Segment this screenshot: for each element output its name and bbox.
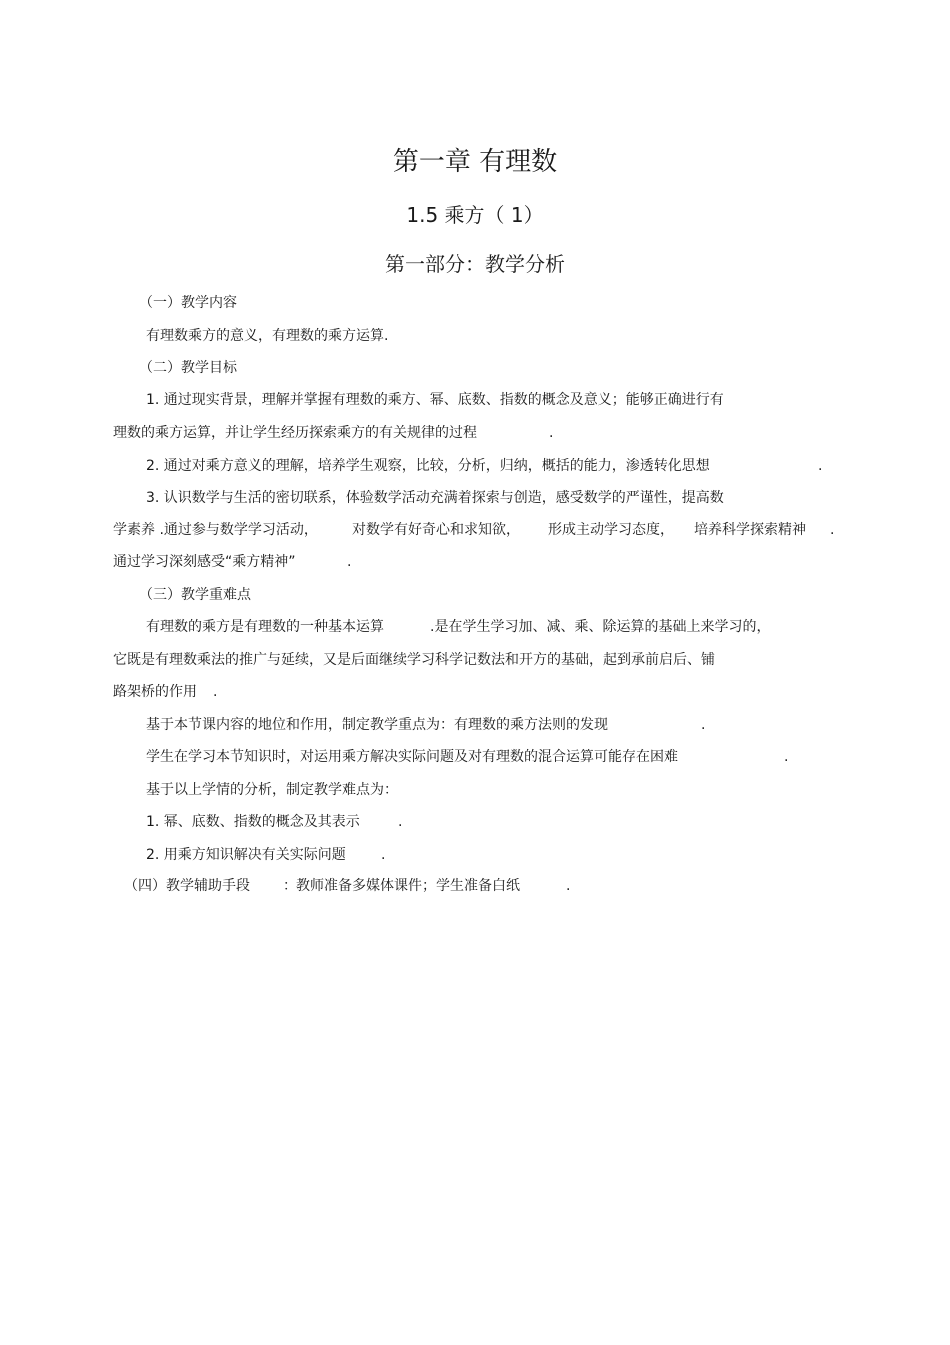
difficulty-intro: 基于以上学情的分析，制定教学难点为：: [146, 782, 398, 798]
learning-difficulty-period: .: [784, 749, 789, 765]
key-line-2: 它既是有理数乘法的推广与延续，又是后面继续学习科学记数法和开方的基础，起到承前启后、铺: [113, 652, 715, 668]
goal-3-line-3: 通过学习深刻感受“乘方精神”: [113, 554, 296, 570]
goal-1-line-2: 理数的乘方运算，并让学生经历探索乘方的有关规律的过程: [113, 425, 477, 441]
goal-3-line-3-period: .: [347, 554, 352, 570]
key-line-1-part-1: 有理数的乘方是有理数的一种基本运算: [146, 619, 384, 635]
teaching-focus-period: .: [701, 717, 706, 733]
goal-1-period: .: [549, 425, 554, 441]
teaching-aids-text: 教师准备多媒体课件；学生准备白纸: [296, 878, 520, 894]
goal-3-line-2-part-2: 对数学有好奇心和求知欲，: [352, 522, 520, 538]
heading-teaching-goals: （二）教学目标: [139, 360, 237, 376]
heading-key-points: （三）教学重难点: [139, 587, 251, 603]
goal-1-line-1: 1. 通过现实背景，理解并掌握有理数的乘方、幂、底数、指数的概念及意义；能够正确进行有: [146, 392, 724, 408]
difficulty-1-period: .: [398, 814, 403, 830]
key-line-1-part-2: .是在学生学习加、减、乘、除运算的基础上来学习的，: [430, 619, 771, 635]
key-line-3-period: .: [213, 684, 218, 700]
part-title: 第一部分：教学分析: [385, 252, 565, 276]
difficulty-2-period: .: [381, 847, 386, 863]
chapter-title: 第一章 有理数: [392, 147, 558, 177]
teaching-aids-period: .: [566, 878, 571, 894]
goal-3-line-2-part-4: 培养科学探索精神: [694, 522, 806, 538]
learning-difficulty: 学生在学习本节知识时，对运用乘方解决实际问题及对有理数的混合运算可能存在困难: [146, 749, 678, 765]
difficulty-1: 1. 幂、底数、指数的概念及其表示: [146, 814, 360, 830]
heading-teaching-content: （一）教学内容: [139, 295, 237, 311]
teaching-focus: 基于本节课内容的地位和作用，制定教学重点为：有理数的乘方法则的发现: [146, 717, 608, 733]
goal-2: 2. 通过对乘方意义的理解，培养学生观察，比较，分析，归纳，概括的能力，渗透转化思想: [146, 458, 710, 474]
content-paragraph: 有理数乘方的意义，有理数的乘方运算.: [146, 328, 389, 344]
heading-teaching-aids: （四）教学辅助手段: [124, 878, 250, 894]
goal-3-line-2-part-1: 学素养 .通过参与数学学习活动，: [113, 522, 318, 538]
goal-3-line-1: 3. 认识数学与生活的密切联系，体验数学活动充满着探索与创造，感受数学的严谨性，提高数: [146, 490, 724, 506]
difficulty-2: 2. 用乘方知识解决有关实际问题: [146, 847, 346, 863]
teaching-aids-colon: ：: [283, 878, 297, 894]
section-title: 1.5 乘方（ 1）: [406, 203, 544, 227]
goal-3-line-2-part-3: 形成主动学习态度，: [548, 522, 674, 538]
goal-3-line-2-period: .: [830, 522, 835, 538]
key-line-3: 路架桥的作用: [113, 684, 197, 700]
goal-2-period: .: [818, 458, 823, 474]
